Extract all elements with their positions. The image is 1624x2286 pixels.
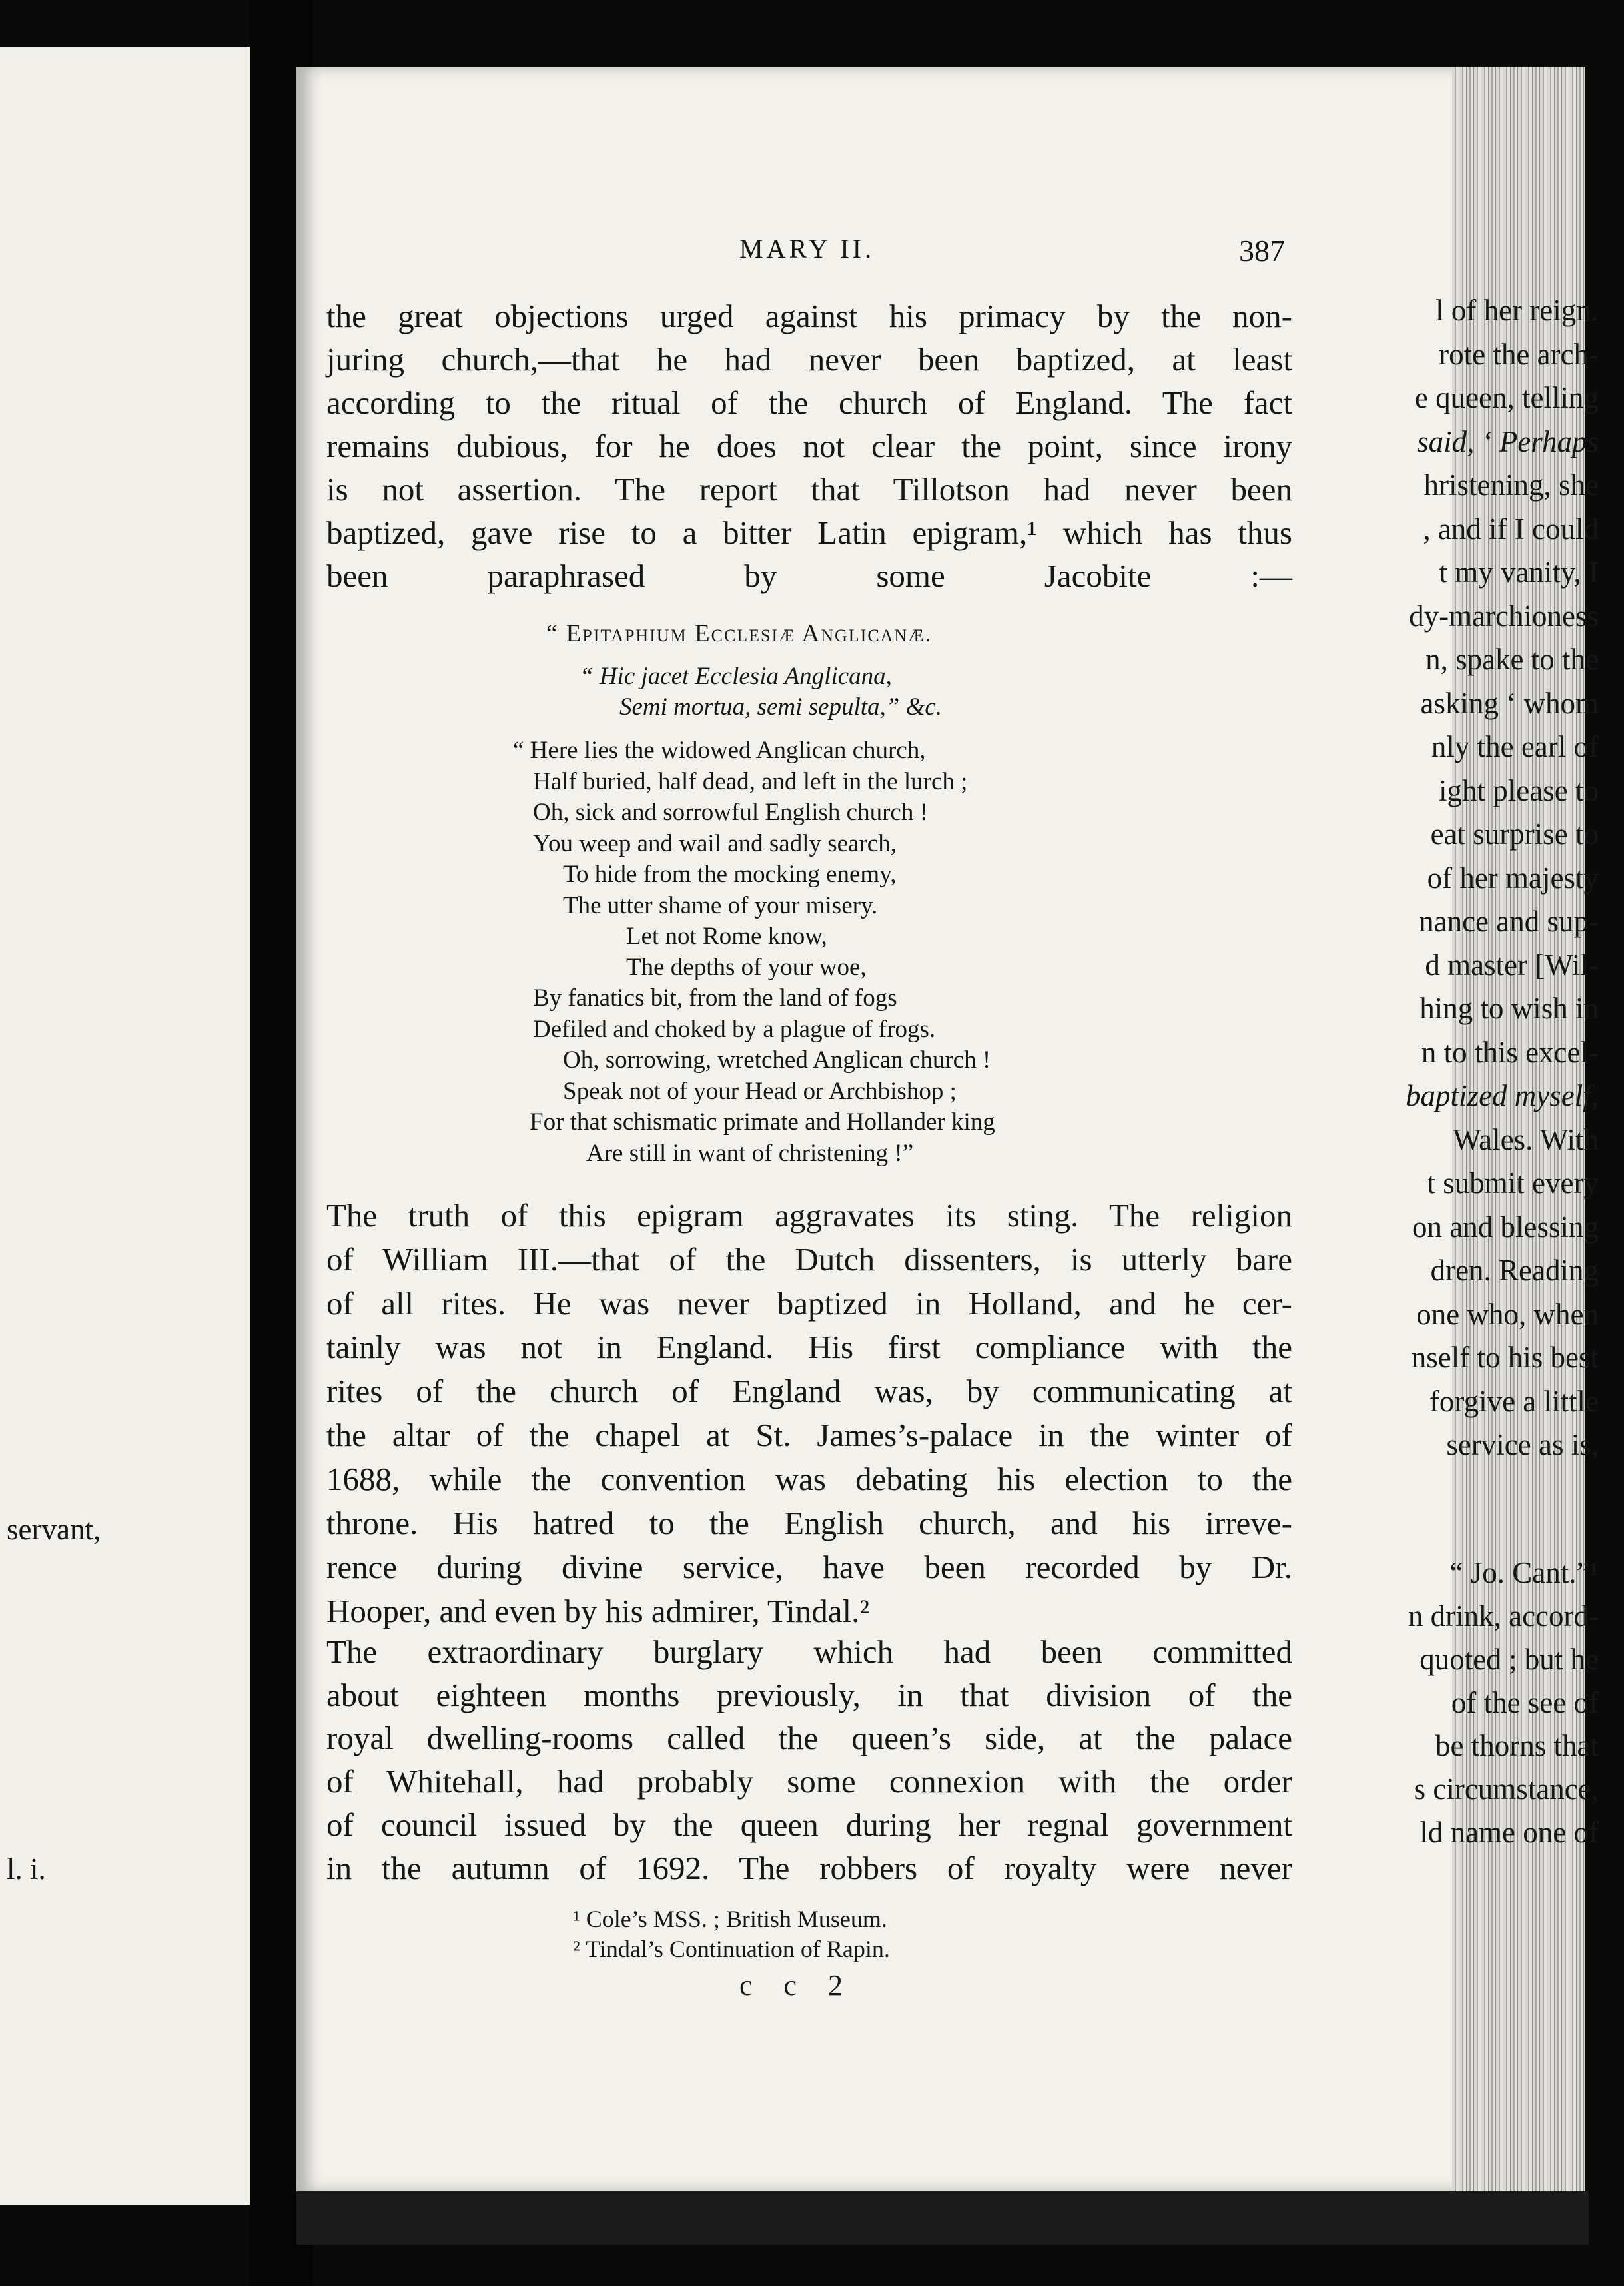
- left-page-line: servant,: [7, 1513, 101, 1546]
- body-line: been paraphrased by some Jacobite :—: [326, 558, 1292, 594]
- poem-line: To hide from the mocking enemy,: [563, 861, 897, 888]
- left-page-line: n drink, accord-: [1408, 1599, 1599, 1633]
- body-line: The extraordinary burglary which had been committed: [326, 1633, 1292, 1670]
- left-page-line: e queen, telling: [1414, 381, 1599, 414]
- epigram-title: “ Epitaphium Ecclesiæ Anglicanæ.: [546, 620, 933, 647]
- body-line: of all rites. He was never baptized in Holland, and he cer-: [326, 1285, 1292, 1322]
- left-page-line: l. i.: [7, 1852, 46, 1886]
- body-line: rence during divine service, have been recorded by Dr.: [326, 1549, 1292, 1585]
- left-page-line: “ Jo. Cant.”¹: [1449, 1556, 1599, 1589]
- left-page-line: hristening, she: [1423, 468, 1599, 502]
- left-page-line: Wales. With: [1453, 1122, 1599, 1156]
- left-page-line: t submit every: [1427, 1166, 1599, 1200]
- left-page-line: l of her reign.: [1435, 294, 1599, 327]
- body-line: Hooper, and even by his admirer, Tindal.²: [326, 1593, 870, 1629]
- running-title: MARY II.: [739, 234, 875, 264]
- body-line: remains dubious, for he does not clear the point, since irony: [326, 428, 1292, 464]
- left-page-line: be thorns that: [1435, 1729, 1599, 1762]
- left-page-line: , and if I could: [1423, 512, 1599, 546]
- latin-line-1: “ Hic jacet Ecclesia Anglicana,: [580, 663, 892, 690]
- left-page-line: dren. Reading: [1430, 1254, 1599, 1287]
- left-page-line: hing to wish in: [1420, 992, 1599, 1025]
- left-page-line: on and blessing: [1412, 1210, 1599, 1244]
- left-page-line: nance and sup-: [1419, 905, 1599, 938]
- left-page-line: service as is,: [1446, 1428, 1599, 1461]
- signature-mark: c c 2: [739, 1969, 855, 2002]
- left-page-line: s circumstance,: [1414, 1772, 1599, 1806]
- body-line: of Whitehall, had probably some connexion with the order: [326, 1763, 1292, 1800]
- body-line: the altar of the chapel at St. James’s-palace in the winter of: [326, 1417, 1292, 1453]
- body-line: the great objections urged against his primacy by the non-: [326, 298, 1292, 334]
- left-page-line: nly the earl of: [1431, 730, 1599, 763]
- left-page-line: of the see of: [1451, 1686, 1599, 1719]
- poem-line: The utter shame of your misery.: [563, 891, 878, 919]
- left-page-line: ight please to: [1439, 773, 1599, 807]
- left-page-line: of her majesty: [1427, 861, 1599, 895]
- poem-line: Defiled and choked by a plague of frogs.: [533, 1015, 936, 1043]
- left-page-line: one who, when: [1416, 1297, 1599, 1331]
- poem-line: Half buried, half dead, and left in the lurch ;: [533, 767, 968, 795]
- left-page-line: n, spake to the: [1425, 643, 1599, 676]
- footnote-2: ² Tindal’s Continuation of Rapin.: [573, 1936, 890, 1962]
- poem-line: The depths of your woe,: [626, 953, 867, 981]
- left-page-line: baptized myself,: [1406, 1079, 1599, 1112]
- poem-line: Oh, sorrowing, wretched Anglican church !: [563, 1046, 991, 1074]
- footnote-1: ¹ Cole’s MSS. ; British Museum.: [573, 1906, 887, 1932]
- body-line: according to the ritual of the church of England. The fact: [326, 384, 1292, 421]
- body-line: of council issued by the queen during her regnal government: [326, 1806, 1292, 1843]
- poem-line: You weep and wail and sadly search,: [533, 829, 897, 857]
- body-line: 1688, while the convention was debating his election to the: [326, 1461, 1292, 1497]
- left-page-line: d master [Wil-: [1425, 948, 1599, 982]
- left-page-line: quoted ; but he: [1420, 1643, 1599, 1676]
- body-line: royal dwelling-rooms called the queen’s side, at the palace: [326, 1720, 1292, 1756]
- body-line: is not assertion. The report that Tillotson had never been: [326, 471, 1292, 508]
- body-line: baptized, gave rise to a bitter Latin epigram,¹ which has thus: [326, 514, 1292, 551]
- poem-line: For that schismatic primate and Hollander king: [530, 1108, 995, 1136]
- poem-line: Oh, sick and sorrowful English church !: [533, 799, 928, 826]
- left-page-line: t my vanity, I: [1439, 556, 1599, 589]
- page-number: 387: [1239, 234, 1285, 268]
- left-page-line: said, ‘ Perhaps: [1417, 424, 1599, 458]
- left-page-line: forgive a little: [1429, 1384, 1599, 1418]
- poem-line: By fanatics bit, from the land of fogs: [533, 984, 897, 1012]
- poem-line: Speak not of your Head or Archbishop ;: [563, 1077, 957, 1105]
- left-page-line: ld name one of: [1420, 1816, 1599, 1849]
- latin-line-2: Semi mortua, semi sepulta,” &c.: [619, 693, 943, 721]
- body-line: tainly was not in England. His first compliance with the: [326, 1329, 1292, 1365]
- body-line: rites of the church of England was, by communicating at: [326, 1373, 1292, 1409]
- poem-line: Let not Rome know,: [626, 923, 827, 950]
- left-page-line: eat surprise to: [1430, 817, 1599, 851]
- left-page-line: asking ‘ whom: [1420, 686, 1599, 720]
- body-line: about eighteen months previously, in that division of the: [326, 1677, 1292, 1713]
- left-page-line: nself to his best: [1411, 1341, 1599, 1374]
- left-page-line: n to this excel-: [1421, 1035, 1599, 1069]
- poem-line: “ Here lies the widowed Anglican church,: [513, 737, 926, 764]
- body-line: throne. His hatred to the English church, and his irreve-: [326, 1505, 1292, 1541]
- body-line: The truth of this epigram aggravates its sting. The religion: [326, 1197, 1292, 1234]
- bottom-shadow: [296, 2191, 1589, 2245]
- poem-line: Are still in want of christening !”: [586, 1139, 914, 1167]
- body-line: of William III.—that of the Dutch dissenters, is utterly bare: [326, 1241, 1292, 1278]
- body-line: juring church,—that he had never been baptized, at least: [326, 341, 1292, 378]
- left-page-line: rote the arch-: [1439, 337, 1599, 371]
- body-line: in the autumn of 1692. The robbers of royalty were never: [326, 1850, 1292, 1886]
- left-page-line: dy-marchioness: [1409, 599, 1599, 633]
